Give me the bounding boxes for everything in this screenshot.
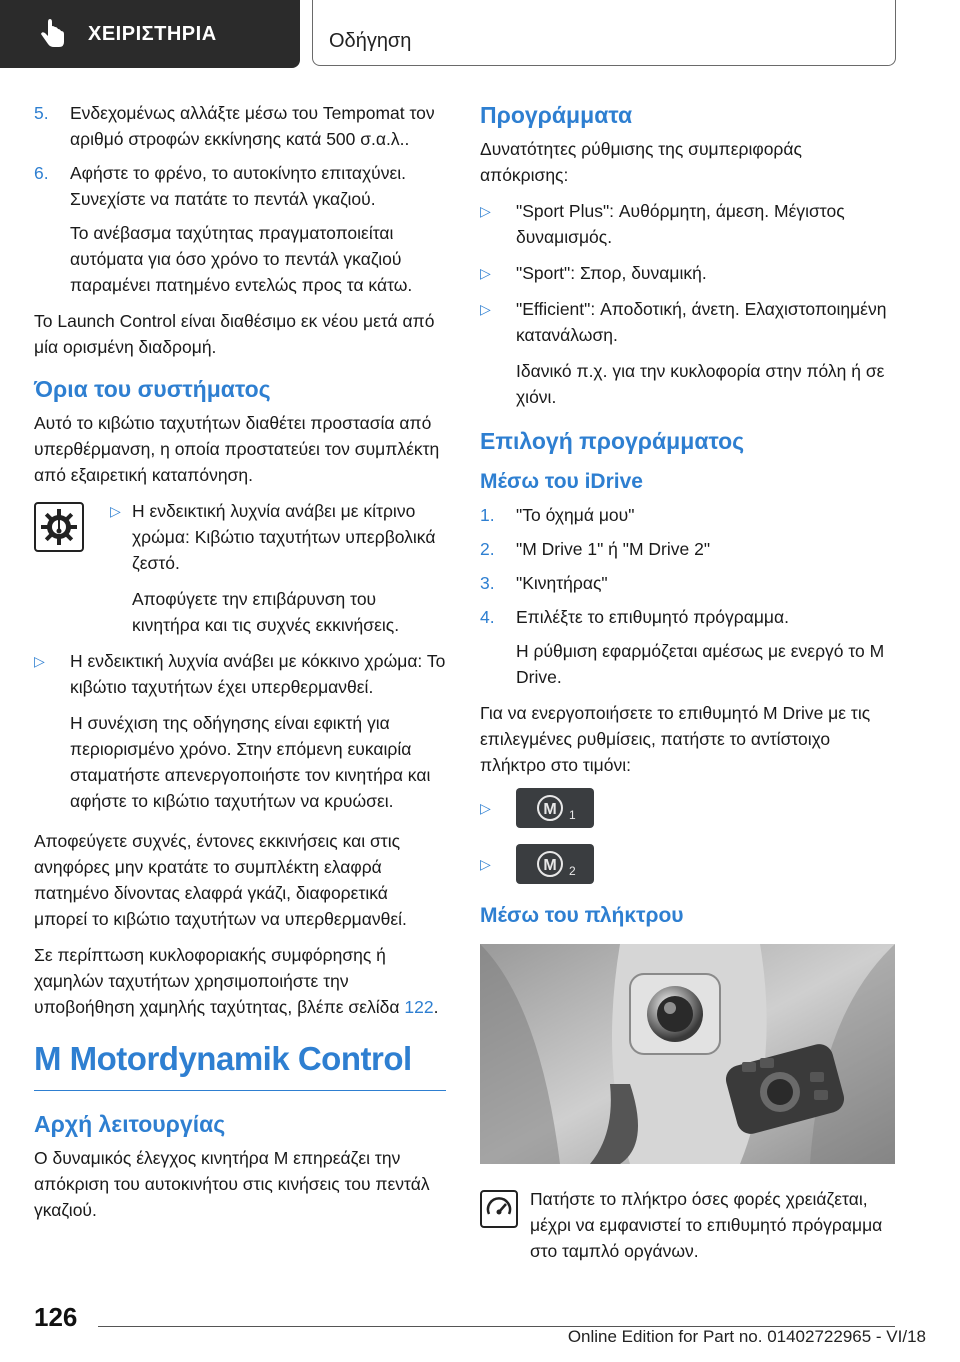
launch-paragraph: Το Launch Control είναι διαθέσιμο εκ νέου μετά από μία ορισμένη διαδρομή. — [34, 311, 435, 357]
traffic-paragraph — [34, 942, 446, 1020]
limits-paragraph: Αυτό το κιβώτιο ταχυτήτων διαθέτει προστασία από υπερθέρμανση, η οποία προστατεύει τον συμπλέκτη από εξαιρετική καταπόνηση. — [34, 413, 440, 485]
bullet-text: "Efficient": Αποδοτική, άνετη. Ελαχιστοποιημένη κατανάλωση. — [516, 299, 887, 345]
limits-heading: Όρια του συστήματος — [34, 376, 271, 402]
bullet-text: "Sport": Σπορ, δυναμική. — [516, 263, 707, 283]
m1-row — [480, 788, 895, 828]
page-link[interactable]: 122 — [404, 997, 434, 1017]
section-title: Οδήγηση — [329, 30, 412, 52]
triangle-bullet-icon: ▷ — [480, 856, 491, 872]
list-text: Επιλέξτε το επιθυμητό πρόγραμμα. — [516, 607, 789, 627]
select-heading: Επιλογή προγράμματος — [480, 428, 745, 454]
list-text: Αφήστε το φρένο, το αυτοκίνητο επιταχύνει. Συνεχίστε να πατάτε το πεντάλ γκαζιού. — [70, 163, 407, 209]
item6-note: Το ανέβασμα ταχύτητας πραγματοποιείται αυτόματα για όσο χρόνο το πεντάλ γκαζιού παραμένει πατημένο εντελώς προς τα κάτω. — [70, 223, 413, 295]
center-console-photo — [480, 944, 895, 1164]
programs-intro: Δυνατότητες ρύθμισης της συμπεριφοράς απόκρισης: — [480, 139, 802, 185]
list-number: 2. — [480, 539, 495, 559]
m2-row — [480, 844, 895, 884]
triangle-bullet-icon: ▷ — [480, 301, 491, 317]
svg-text:2: 2 — [569, 864, 576, 878]
traffic-end: . — [433, 997, 439, 1017]
list-text: Ενδεχομένως αλλάξτε μέσω του Tempomat τον αριθμό στροφών εκκίνησης κατά 500 σ.α.λ.. — [70, 103, 435, 149]
key-heading: Μέσω του πλήκτρου — [480, 904, 684, 927]
m2-button-icon — [516, 844, 594, 884]
list-number: 3. — [480, 573, 495, 593]
footer-edition: Online Edition for Part no. 01402722965 - VI/18 — [567, 1327, 926, 1346]
list-number: 6. — [34, 163, 49, 183]
list-text: "Το όχημά μου" — [516, 505, 635, 525]
list-text: "Κινητήρας" — [516, 573, 608, 593]
triangle-bullet-icon: ▷ — [480, 203, 491, 219]
triangle-bullet-icon: ▷ — [480, 800, 491, 816]
bullet-item — [34, 648, 446, 700]
list-item — [34, 100, 446, 152]
programs-heading: Προγράμματα — [480, 102, 633, 128]
list-item — [480, 536, 895, 562]
svg-text:1: 1 — [569, 808, 576, 822]
list-number: 4. — [480, 607, 495, 627]
triangle-bullet-icon: ▷ — [34, 653, 45, 669]
bullet-item — [480, 296, 895, 348]
mdc-heading: M Motordynamik Control — [34, 1038, 446, 1091]
right-column — [480, 100, 895, 1274]
gearbox-warning-block — [34, 498, 446, 638]
list-item — [480, 570, 895, 596]
key-paragraph-block — [480, 1186, 895, 1264]
svg-text:M: M — [543, 857, 557, 874]
bullet-text: Η ενδεικτική λυχνία ανάβει με κίτρινο χρώμα: Κιβώτιο ταχυτήτων υπερβολικά ζεστό. — [132, 501, 436, 573]
step4-note: Η ρύθμιση εφαρμόζεται αμέσως με ενεργό το M Drive. — [516, 641, 885, 687]
left-column — [34, 100, 446, 1233]
m1-button-icon — [516, 788, 594, 828]
triangle-bullet-icon: ▷ — [480, 265, 491, 281]
header-section — [312, 0, 896, 66]
header-tab-label: ΧΕΙΡΙΣΤΗΡΙΑ — [88, 22, 217, 45]
bullet-item — [480, 198, 895, 250]
hand-pointer-icon — [36, 17, 70, 51]
list-number: 1. — [480, 505, 495, 525]
red-note: Η συνέχιση της οδήγησης είναι εφικτή για περιορισμένο χρόνο. Στην επόμενη ευκαιρία σταματήστε απενεργοποιήστε τον κινητήρα και αφήστε το κιβώτιο ταχυτήτων να κρυώσει. — [70, 713, 431, 811]
principle-heading: Αρχή λειτουργίας — [34, 1111, 226, 1137]
list-item — [480, 604, 895, 630]
bullet-item — [480, 260, 895, 286]
svg-text:M: M — [543, 801, 557, 818]
list-item — [480, 502, 895, 528]
list-text: "M Drive 1" ή "M Drive 2" — [516, 539, 711, 559]
triangle-bullet-icon: ▷ — [110, 503, 121, 519]
avoid-paragraph: Αποφεύγετε συχνές, έντονες εκκινήσεις και στις ανηφόρες μην κρατάτε το συμπλέκτη ελαφρά πατημένο δίνοντας ελαφρά γκάζι, διαφορετικά μπορεί το κιβώτιο ταχυτήτων να υπερθερμανθεί. — [34, 831, 407, 929]
yellow-note: Αποφύγετε την επιβάρυνση του κινητήρα και τις συχνές εκκινήσεις. — [132, 589, 400, 635]
driving-experience-icon — [480, 1190, 518, 1228]
list-item — [34, 160, 446, 212]
activate-paragraph: Για να ενεργοποιήσετε το επιθυμητό M Drive με τις επιλεγμένες ρυθμίσεις, πατήστε το αντίστοιχο πλήκτρο στο τιμόνι: — [480, 703, 871, 775]
list-number: 5. — [34, 103, 49, 123]
bullet-item — [110, 498, 446, 576]
efficient-note: Ιδανικό π.χ. για την κυκλοφορία στην πόλη ή σε χιόνι. — [516, 361, 885, 407]
bullet-text: "Sport Plus": Αυθόρμητη, άμεση. Μέγιστος δυναμισμός. — [516, 201, 845, 247]
traffic-text: Σε περίπτωση κυκλοφοριακής συμφόρησης ή χαμηλών ταχυτήτων χρησιμοποιήστε την υποβοήθηση χαμηλής ταχύτητας, βλέπε σελίδα — [34, 945, 400, 1017]
principle-paragraph: Ο δυναμικός έλεγχος κινητήρα M επηρεάζει την απόκριση του αυτοκινήτου στις κινήσεις του πεντάλ γκαζιού. — [34, 1148, 430, 1220]
gearbox-temperature-icon — [34, 502, 84, 552]
key-paragraph: Πατήστε το πλήκτρο όσες φορές χρειάζεται, μέχρι να εμφανιστεί το επιθυμητό πρόγραμμα στο ταμπλό οργάνων. — [530, 1189, 883, 1261]
bullet-text: Η ενδεικτική λυχνία ανάβει με κόκκινο χρώμα: Το κιβώτιο ταχυτήτων έχει υπερθερμανθεί. — [70, 651, 446, 697]
page-number: 126 — [34, 1302, 78, 1332]
header-tab[interactable] — [0, 0, 300, 68]
idrive-heading: Μέσω του iDrive — [480, 470, 643, 493]
